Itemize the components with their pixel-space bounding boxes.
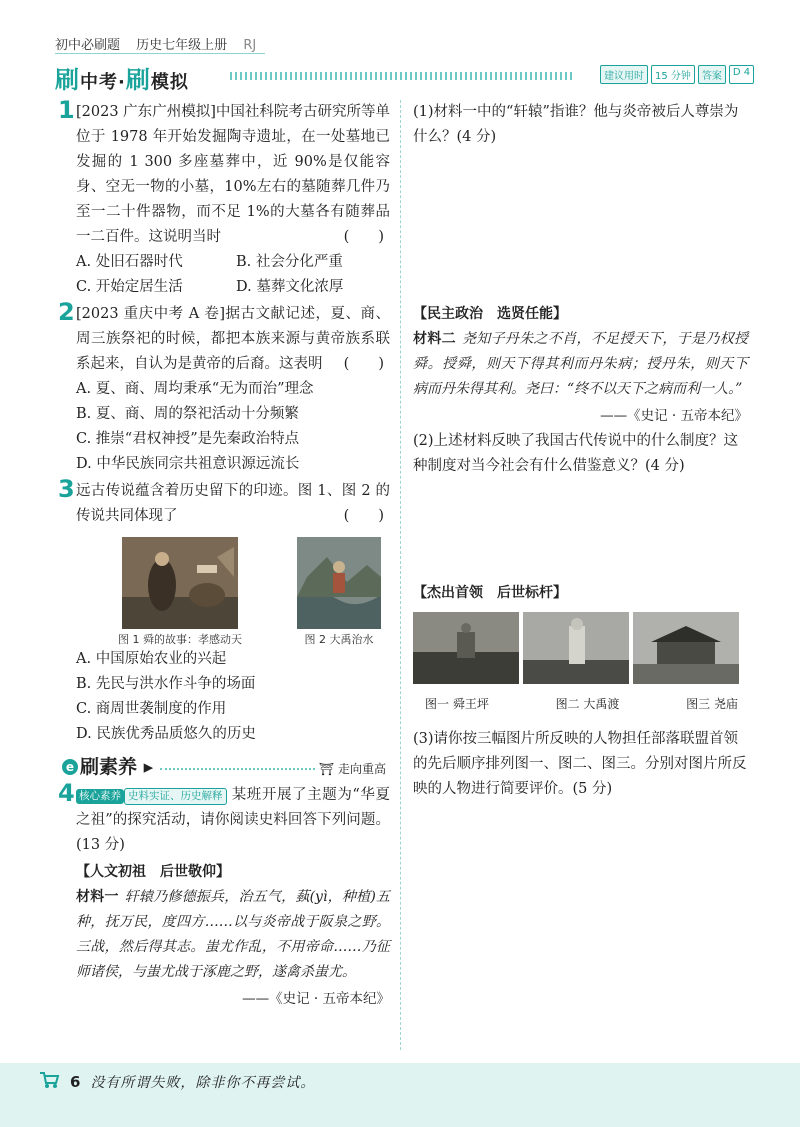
time-label: 建议用时 [600,65,648,84]
option-a[interactable]: A. 夏、商、周均秉承“无为而治”理念 [76,381,314,397]
footer-content [38,1071,315,1093]
question-text [76,302,390,377]
photo-caption-3: 图三 尧庙 [686,697,738,711]
sub-question-1: (1)材料一中的“轩辕”指谁？他与炎帝被后人尊崇为什么？(4 分) [413,104,739,145]
left-column [58,96,390,1014]
answer-paren[interactable]: ( ) [343,356,384,372]
figure-1 [118,537,242,647]
question-4 [58,779,390,1012]
sub-question-2: (2)上述材料反映了我国古代传说中的什么制度？这种制度对当今社会有什么借鉴意义？(4 分) [413,433,739,474]
question-1-stem: [2023 广东广州模拟]中国社科院考古研究所等单位于 1978 年开始发掘陶寺遗址，在一处墓地已发掘的 1 300 多座墓葬中，近 90%是仅能容身、空无一物的小墓，10%左右的墓随葬几件乃至一二十件器物，而不足 1%的大墓各有随葬品一二百件。这说明当时 [76,104,390,245]
series-name: 初中必刷题 [55,38,121,53]
banner-title [55,60,189,95]
shunwang-ping-photo [413,612,519,684]
running-header [55,34,755,53]
figure-2 [297,537,381,647]
page-number: 6 [70,1073,81,1091]
question-4-intro: 某班开展了主题为“华夏之祖”的探究活动，请你阅读史料回答下列问题。(13 分) [76,787,390,853]
banner-title-dot: · [118,72,126,93]
photo-caption-2: 图二 大禹渡 [555,697,620,711]
question-number: 2 [58,298,75,326]
material-1 [76,885,390,985]
banner-meta [600,65,754,84]
section-banner [55,60,765,94]
figure-1-caption: 图 1 舜的故事：孝感动天 [118,633,242,646]
footer-motto: 没有所谓失败，除非你不再尝试。 [90,1075,316,1091]
banner-dots [230,72,575,80]
part-1-heading: 【人文初祖 后世敬仰】 [76,864,230,880]
question-1 [58,96,390,300]
option-d[interactable]: D. 中华民族同宗共祖意识源远流长 [76,456,300,472]
section-header [62,755,390,783]
header-rule [55,53,265,54]
banner-title-b: 中考 [80,72,118,93]
options-grid [76,250,390,300]
figure-2-caption: 图 2 大禹治水 [304,633,374,646]
banner-title-c: 刷 [125,66,151,94]
banner-title-d: 模拟 [150,72,189,93]
material-1-source: ——《史记 · 五帝本纪》 [242,991,390,1007]
photo-caption-1: 图一 舜王坪 [425,697,489,711]
question-2-stem: [2023 重庆中考 A 卷]据古文献记述，夏、商、周三族祭祀的时候，都把本族来源与黄帝族系联系起来，自认为是黄帝的后裔。这表明 [76,306,390,372]
part-3-heading: 【杰出首领 后世标杆】 [413,585,567,601]
option-b[interactable]: B. 社会分化严重 [236,254,343,270]
cart-icon [38,1071,60,1093]
photo-captions [413,692,748,717]
question-3-stem: 远古传说蕴含着历史留下的印迹。图 1、图 2 的传说共同体现了 [76,483,390,524]
photo-row [413,612,748,684]
dayu-du-photo [523,612,629,684]
material-1-label: 材料一 [76,889,119,905]
section-right-text: 走向重高 [337,762,386,776]
option-a[interactable]: A. 处旧石器时代 [76,254,183,270]
section-title-text: 刷素养 [80,756,138,778]
answer-space-1[interactable] [413,150,748,300]
option-d[interactable]: D. 民族优秀品质悠久的历史 [76,726,256,742]
material-2-source: ——《史记 · 五帝本纪》 [600,408,748,424]
answer-page: D 4 [729,65,754,84]
time-value: 15 分钟 [651,65,695,84]
answer-space-2[interactable] [413,479,748,579]
material-2 [413,327,748,402]
answer-label: 答案 [698,65,726,84]
option-a[interactable]: A. 中国原始农业的兴起 [76,651,227,667]
material-2-label: 材料二 [413,331,456,347]
page-footer [0,1063,800,1127]
core-literacy-badge: 核心素养 [76,789,124,804]
option-b[interactable]: B. 夏、商、周的祭祀活动十分频繁 [76,406,299,422]
question-number: 3 [58,475,75,503]
figure-row [76,537,390,647]
right-column [413,100,748,802]
option-d[interactable]: D. 墓葬文化浓厚 [236,279,344,295]
question-2 [58,298,390,477]
section-right-label: ⛩ 走向重高 [318,762,386,776]
material-1-text: 轩辕乃修德振兵，治五气，蓺(yì，种植)五种，抚万民，度四方……以与炎帝战于阪泉之野。三战，然后得其志。蚩尤作乱，不用帝命……乃征师诸侯，与蚩尤战于涿鹿之野，遂禽杀蚩尤。 [76,889,390,980]
question-text [76,100,390,250]
yao-temple-photo [633,612,739,684]
option-c[interactable]: C. 商周世袭制度的作用 [76,701,227,717]
answer-paren[interactable]: ( ) [343,229,384,245]
part-2-heading: 【民主政治 选贤任能】 [413,306,567,322]
option-c[interactable]: C. 推崇“君权神授”是先秦政治特点 [76,431,300,447]
e-icon: e [62,759,78,775]
column-divider [400,100,401,1050]
section-title: e 刷素养 ▸ [62,756,153,778]
answer-paren[interactable]: ( ) [343,508,384,524]
skill-badge: 史料实证、历史解释 [124,788,227,805]
material-2-text: 尧知子丹朱之不肖，不足授天下，于是乃权授舜。授舜，则天下得其利而丹朱病；授丹朱，则天下病而丹朱得其利。尧曰：“终不以天下之病而利一人。” [413,331,749,397]
banner-title-a: 刷 [55,66,80,94]
option-b[interactable]: B. 先民与洪水作斗争的场面 [76,676,256,692]
question-text [76,783,390,858]
subject-name: 历史七年级上册 [136,38,228,53]
sub-question-3: (3)请你按三幅图片所反映的人物担任部落联盟首领的先后顺序排列图一、图二、图三。分别对图片所反映的人物进行简要评价。(5 分) [413,731,747,797]
flood-control-image [297,537,381,629]
question-number: 4 [58,779,75,807]
question-3 [58,475,390,747]
option-c[interactable]: C. 开始定居生活 [76,279,183,295]
question-text [76,479,390,529]
edition-tag: RJ [243,38,257,53]
question-number: 1 [58,96,75,124]
shun-story-image [122,537,238,629]
section-dots [160,768,315,770]
